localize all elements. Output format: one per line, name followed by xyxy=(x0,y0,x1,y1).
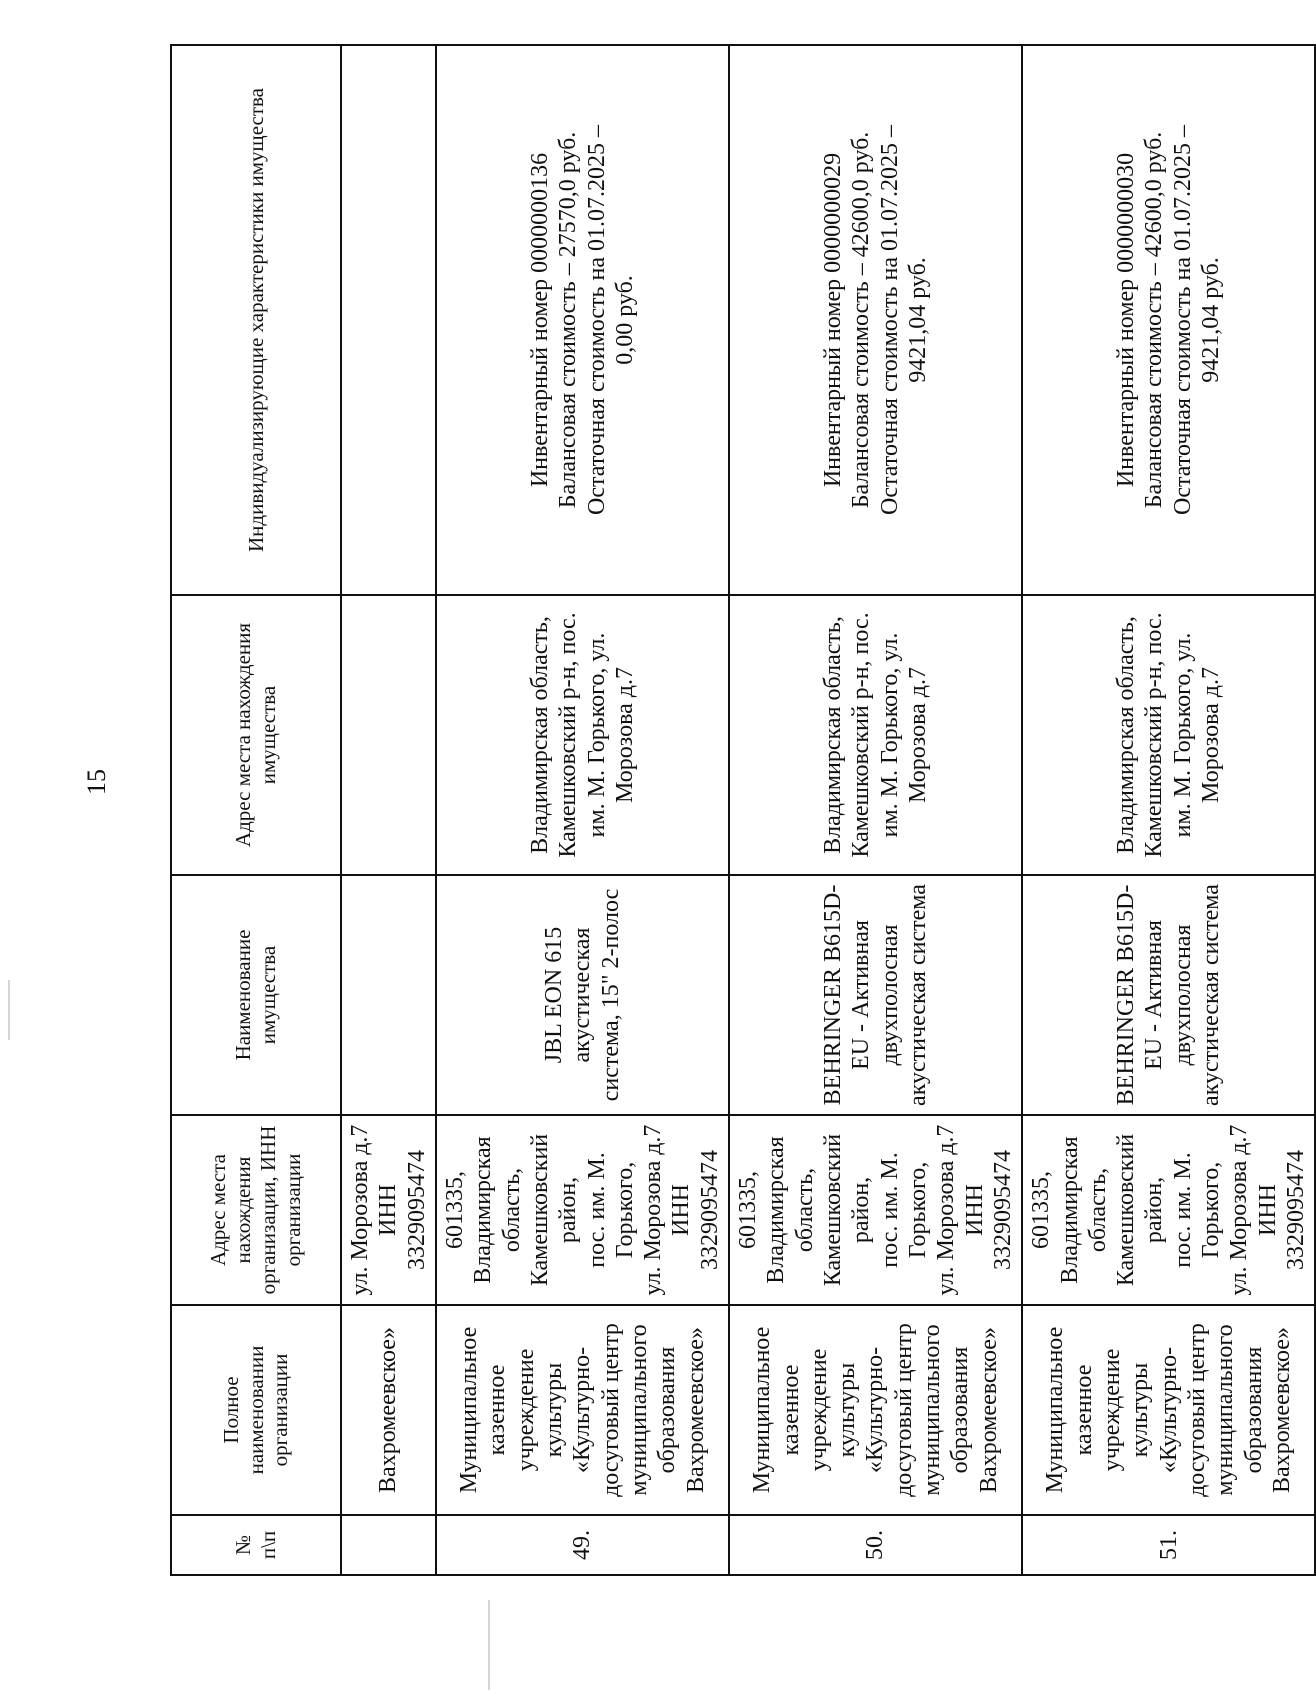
table-row xyxy=(729,45,1022,1575)
scan-edge-mark-left xyxy=(8,980,10,1040)
address-line: ул. Морозова д.7 xyxy=(640,1124,667,1296)
address-line: ул. Морозова д.7 xyxy=(347,1124,373,1296)
characteristic-line: Остаточная стоимость на 01.07.2025 – xyxy=(583,125,610,515)
cell-number: 49. xyxy=(436,1515,729,1575)
cell-property-address: Владимирская область, Камешковский р-н, пос. им. М. Горького, ул. Морозова д.7 xyxy=(436,595,729,875)
address-line: область, xyxy=(1084,1167,1111,1253)
address-line: ИНН 3329095474 xyxy=(668,1150,723,1270)
cell-org-address xyxy=(341,1115,436,1305)
characteristic-line: 9421,04 руб. xyxy=(904,257,931,383)
characteristic-line: Остаточная стоимость на 01.07.2025 – xyxy=(876,125,903,515)
address-line: пос. им. М. Горького, xyxy=(876,1152,931,1268)
cell-number: 50. xyxy=(729,1515,1022,1575)
characteristic-line: Балансовая стоимость – 27570,0 руб. xyxy=(555,131,582,509)
address-line: пос. им. М. Горького, xyxy=(1169,1152,1225,1268)
cell-org-address xyxy=(729,1115,1022,1305)
address-line: пос. им. М. Горького, xyxy=(583,1152,638,1268)
table-body xyxy=(341,45,1315,1575)
address-line: ул. Морозова д.7 xyxy=(933,1124,960,1296)
cell-characteristics xyxy=(729,45,1022,595)
cell-property-name: BEHRINGER B615D-EU - Активная двухполосная акустическая система xyxy=(729,875,1022,1115)
cell-property-name: BEHRINGER B615D-EU - Активная двухполосная акустическая система xyxy=(1022,875,1315,1115)
header-property-address: Адрес места нахождения имущества xyxy=(171,595,341,875)
address-line: Владимирская xyxy=(763,1136,790,1284)
page-number: 15 xyxy=(82,769,111,795)
cell-characteristics xyxy=(436,45,729,595)
header-org-name: Полное наименовании организации xyxy=(171,1305,341,1515)
cell-property-name xyxy=(341,875,436,1115)
cell-number: 51. xyxy=(1022,1515,1315,1575)
address-line: ИНН 3329095474 xyxy=(961,1150,1016,1270)
characteristic-line: Инвентарный номер 0000000136 xyxy=(526,152,553,488)
document-sheet xyxy=(170,46,1309,1576)
cell-org-name: Вахромеевское» xyxy=(341,1305,436,1515)
address-line: 601335, xyxy=(735,1171,762,1249)
cell-org-name: Муниципальное казенное учреждение культуры «Культурно-досуговый центр муниципального образования Вахромеевское» xyxy=(1022,1305,1315,1515)
cell-org-name: Муниципальное казенное учреждение культуры «Культурно-досуговый центр муниципального образования Вахромеевское» xyxy=(436,1305,729,1515)
cell-number xyxy=(341,1515,436,1575)
cell-property-address: Владимирская область, Камешковский р-н, пос. им. М. Горького, ул. Морозова д.7 xyxy=(1022,595,1315,875)
inn-line: ИНН 3329095474 xyxy=(375,1150,430,1270)
address-line: Камешковский район, xyxy=(1113,1133,1168,1287)
characteristic-line: Балансовая стоимость – 42600,0 руб. xyxy=(848,131,875,509)
address-line: Владимирская xyxy=(470,1136,497,1284)
cell-characteristics xyxy=(341,45,436,595)
address-line: Камешковский район, xyxy=(526,1133,582,1287)
cell-property-name: JBL EON 615 акустическая система, 15" 2-полос xyxy=(436,875,729,1115)
table-header-row xyxy=(171,45,341,1575)
characteristic-line: Инвентарный номер 0000000030 xyxy=(1113,152,1140,488)
cell-org-address xyxy=(436,1115,729,1305)
address-line: ул. Морозова д.7 xyxy=(1226,1124,1253,1296)
characteristic-line: 9421,04 руб. xyxy=(1198,257,1225,383)
cell-property-address xyxy=(341,595,436,875)
header-org-address: Адрес места нахождения организации, ИНН организации xyxy=(171,1115,341,1305)
characteristic-line: Остаточная стоимость на 01.07.2025 – xyxy=(1169,125,1196,515)
address-line: область, xyxy=(791,1167,818,1253)
address-line: Камешковский район, xyxy=(820,1133,875,1287)
address-line: 601335, xyxy=(1028,1171,1055,1249)
scan-edge-mark-bottom xyxy=(488,1600,490,1690)
characteristic-line: Балансовая стоимость – 42600,0 руб. xyxy=(1141,131,1168,509)
property-table xyxy=(170,44,1316,1576)
header-number: № п\п xyxy=(171,1515,341,1575)
characteristic-line: 0,00 руб. xyxy=(611,275,638,365)
characteristic-line: Инвентарный номер 0000000029 xyxy=(820,152,846,488)
table-row xyxy=(436,45,729,1575)
cell-org-name: Муниципальное казенное учреждение культуры «Культурно-досуговый центр муниципального образования Вахромеевское» xyxy=(729,1305,1022,1515)
cell-property-address: Владимирская область, Камешковский р-н, пос. им. М. Горького, ул. Морозова д.7 xyxy=(729,595,1022,875)
cell-characteristics xyxy=(1022,45,1315,595)
address-line: Владимирская xyxy=(1056,1136,1083,1284)
header-characteristics: Индивидуализирующие характеристики имущества xyxy=(171,45,341,595)
table-row xyxy=(1022,45,1315,1575)
header-property-name: Наименование имущества xyxy=(171,875,341,1115)
continuation-row xyxy=(341,45,436,1575)
address-line: область, xyxy=(498,1167,525,1253)
address-line: 601335, xyxy=(441,1171,468,1249)
address-line: ИНН 3329095474 xyxy=(1254,1150,1309,1270)
cell-org-address xyxy=(1022,1115,1315,1305)
